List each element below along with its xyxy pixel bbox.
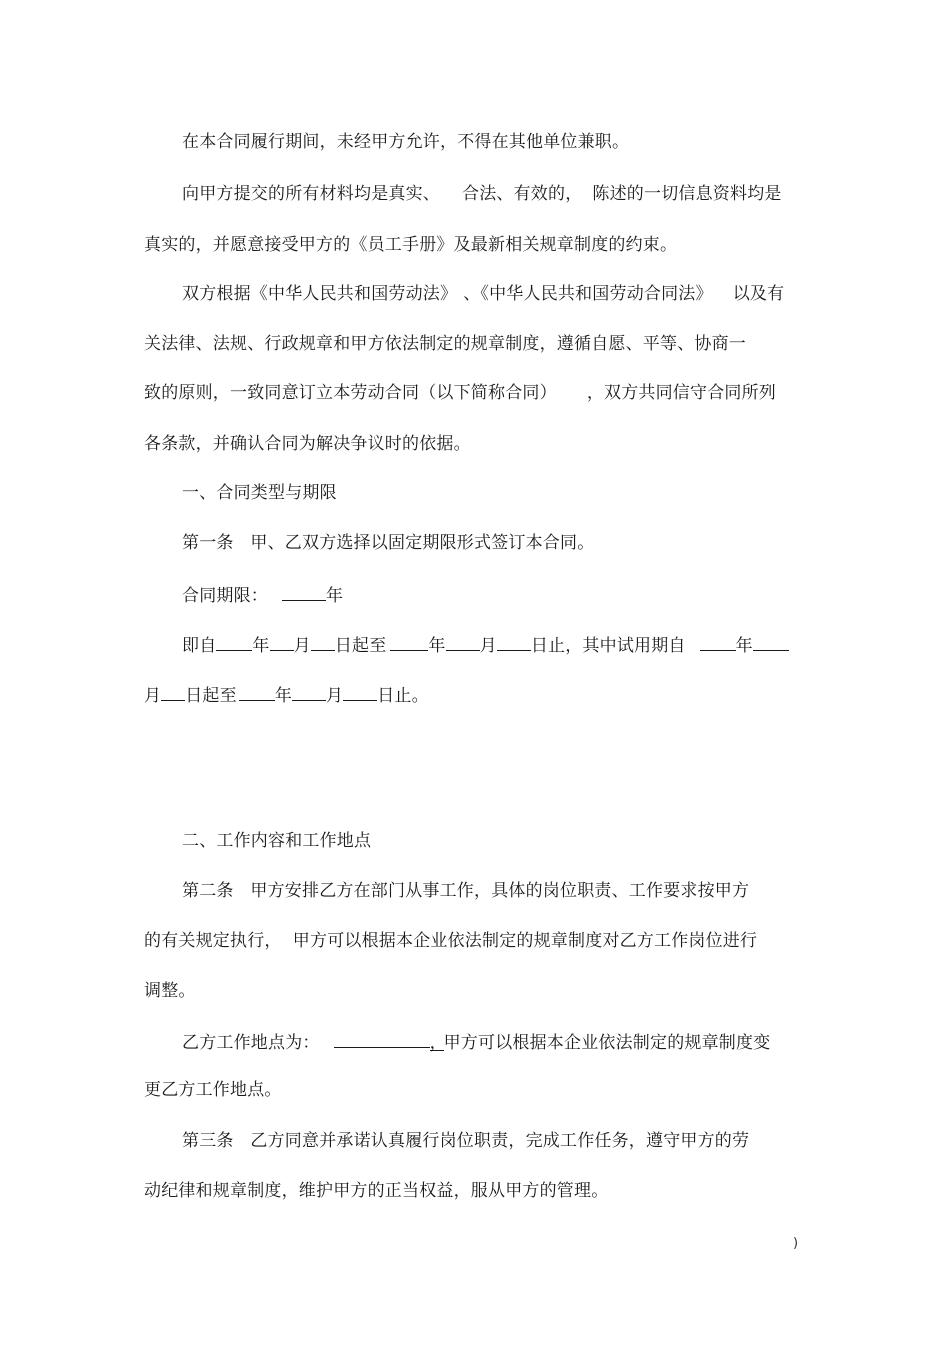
location-blank [334,1029,430,1048]
text-segment: 年 [428,636,446,656]
work-location-line2: 更乙方工作地点。 [144,1080,282,1100]
end-day-blank [497,632,531,651]
text-segment: 日起至 [185,686,237,706]
paragraph-materials-line1 [182,183,782,205]
text-segment: 日止，其中试用期自 [530,636,686,656]
text-segment: 月 [479,636,497,656]
end-month-blank [446,632,480,651]
text-segment: 、《中华人民共和国劳动合同法》 [463,284,713,304]
text-segment: 甲方可以根据本企业依法制定的规章制度变 [443,1033,771,1053]
paragraph-basis-line1 [182,283,784,305]
article-3-line2: 动纪律和规章制度，维护甲方的正当权益，服从甲方的管理。 [144,1181,609,1201]
text-segment: 双方根据《中华人民共和国劳动法》 [182,284,458,304]
probation-start-day-blank [161,682,185,701]
text-segment: 日起至 [334,636,387,656]
paragraph-materials-line2: 真实的，并愿意接受甲方的《员工手册》及最新相关规章制度的约束。 [144,235,678,255]
text-segment: 致的原则，一致同意订立本劳动合同（以下简称合同） [144,383,557,403]
text-segment: 即自 [182,636,217,656]
date-range-line2 [144,682,429,707]
probation-end-day-blank [343,682,377,701]
article-2-line2: 的有关规定执行， 甲方可以根据本企业依法制定的规章制度对乙方工作岗位进行 [144,931,758,951]
text-segment: 年 [735,636,753,656]
paragraph-basis-line3 [144,382,776,404]
section-heading-contract-type: 一、合同类型与期限 [182,483,337,503]
term-blank [282,582,326,601]
date-range-line1 [182,632,789,657]
start-day-blank [311,632,335,651]
text-segment: 年 [274,686,293,706]
location-label: 乙方工作地点为： [182,1033,320,1053]
start-year-blank [216,632,252,651]
contract-term-line [182,582,343,607]
work-location-line1 [182,1029,770,1054]
text-segment: 陈述的一切信息资料均是 [592,184,782,204]
paragraph-basis-line2: 关法律、法规、行政规章和甲方依法制定的规章制度，遵循自愿、平等、协商一 [144,334,746,354]
end-year-blank [390,632,428,651]
text-segment: ，双方共同信守合同所列 [586,383,777,403]
probation-end-year-blank [239,682,275,701]
term-label: 合同期限： [182,586,268,606]
text-segment: 月 [326,686,344,706]
text-segment: 年 [252,636,270,656]
term-unit: 年 [326,586,344,606]
article-2-line3: 调整。 [144,981,196,1001]
text-segment: 月 [293,636,311,656]
probation-end-month-blank [292,682,326,701]
location-comma: ， [429,1033,447,1053]
text-segment: 向甲方提交的所有材料均是真实、 [182,184,440,204]
article-3-line1: 第三条 乙方同意并承诺认真履行岗位职责，完成工作任务，遵守甲方的劳 [182,1131,750,1151]
probation-start-month-blank [753,632,789,651]
start-month-blank [270,632,294,651]
article-2-line1: 第二条 甲方安排乙方在部门从事工作，具体的岗位职责、工作要求按甲方 [182,881,750,901]
paragraph-basis-line4: 各条款，并确认合同为解决争议时的依据。 [144,434,471,454]
text-segment: 月 [144,686,162,706]
probation-start-year-blank [700,632,736,651]
text-segment: 以及有 [732,284,785,304]
section-heading-work-content: 二、工作内容和工作地点 [182,831,372,851]
paragraph-no-moonlighting: 在本合同履行期间，未经甲方允许，不得在其他单位兼职。 [182,132,630,152]
text-segment: 合法、有效的， [462,184,583,204]
text-segment: 日止。 [377,686,429,706]
article-1: 第一条 甲、乙双方选择以固定期限形式签订本合同。 [182,533,595,553]
page-mark: ) [793,1236,799,1251]
